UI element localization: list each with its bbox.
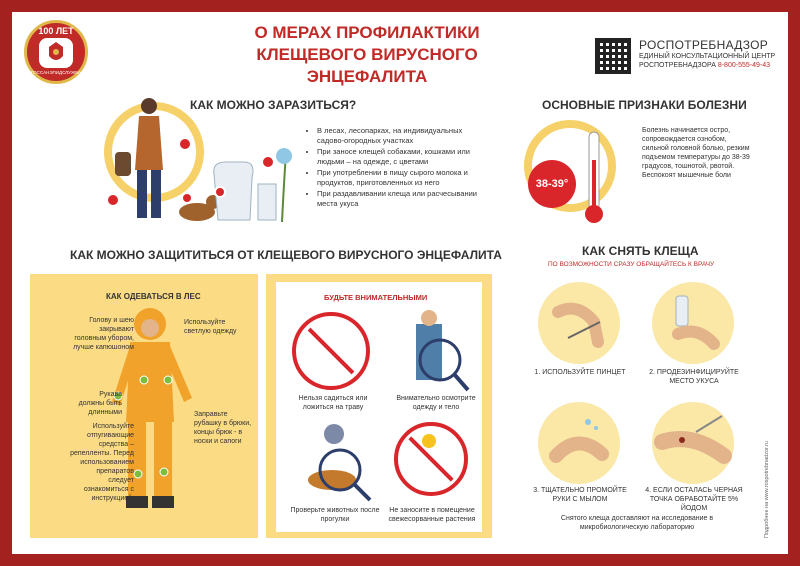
infection-item: • При раздавливании клеща или расчесывании места укуса xyxy=(317,189,483,208)
poster xyxy=(12,12,788,554)
org-name: РОСПОТРЕБНАДЗОР xyxy=(639,38,769,52)
step-wash-hands-icon xyxy=(538,402,620,484)
dress-light-text: Используйте светлую одежду xyxy=(184,319,237,335)
step-1-text: 1. ИСПОЛЬЗУЙТЕ ПИНЦЕТ xyxy=(534,369,626,376)
check-pets-magnifier-icon xyxy=(302,420,378,504)
careful-heading: БУДЬТЕ ВНИМАТЕЛЬНЫМИ xyxy=(324,293,428,302)
title-line-2: КЛЕЩЕВОГО ВИРУСНОГО ЭНЦЕФАЛИТА xyxy=(256,45,478,86)
no-fresh-plants-icon xyxy=(394,422,468,496)
inspect-clothes-magnifier-icon xyxy=(396,308,476,394)
careful-pets-text: Проверьте животных после прогулки xyxy=(290,507,380,523)
remove-subheading: ПО ВОЗМОЖНОСТИ СРАЗУ ОБРАЩАЙТЕСЬ К ВРАЧУ xyxy=(548,261,715,268)
title-line-1: О МЕРАХ ПРОФИЛАКТИКИ xyxy=(254,23,480,42)
poster-title xyxy=(202,22,532,88)
thermometer-icon xyxy=(582,130,606,226)
dress-repellent-text: Используйте отпугивающие средства – репелленты. Перед использованием препаратов следует ознакомиться с инструкцией. xyxy=(70,423,134,502)
remove-footer: Снятого клеща доставляют на исследование в микробиологическую лабораторию xyxy=(560,515,714,531)
infection-heading: КАК МОЖНО ЗАРАЗИТЬСЯ? xyxy=(190,98,357,112)
step-iodine-icon xyxy=(652,402,734,484)
protect-heading: КАК МОЖНО ЗАЩИТИТЬСЯ ОТ КЛЕЩЕВОГО ВИРУСНОГО ЭНЦЕФАЛИТА xyxy=(70,248,502,262)
dress-sleeves-text: Рукава должны быть длинными xyxy=(78,391,122,416)
infection-item: • В лесах, лесопарках, на индивидуальных садово-огородных участках xyxy=(317,126,483,145)
no-sitting-grass-icon xyxy=(292,312,370,390)
logo-subtext: ГОССАНЭПИДСЛУЖБА xyxy=(30,70,81,75)
org-line-1: ЕДИНЫЙ КОНСУЛЬТАЦИОННЫЙ ЦЕНТР xyxy=(639,53,776,60)
remove-heading: КАК СНЯТЬ КЛЕЩА xyxy=(582,244,699,258)
infection-item: • При употреблении в пищу сырого молока и продуктов, приготовленных из него xyxy=(317,168,483,187)
dress-tuck-text: Заправьте рубашку в брюки, концы брюк - в носки и сапоги xyxy=(194,411,252,445)
step-2-text: 2. ПРОДЕЗИНФИЦИРУЙТЕ МЕСТО УКУСА xyxy=(649,369,739,385)
step-3-text: 3. ТЩАТЕЛЬНО ПРОМОЙТЕ РУКИ С МЫЛОМ xyxy=(533,487,627,503)
infection-item: • При заносе клещей собаками, кошками или людьми – на одежде, с цветами xyxy=(317,147,483,166)
emblem-icon xyxy=(39,38,73,68)
dress-head-text: Голову и шею закрывают головным убором, лучше капюшоном xyxy=(73,317,134,351)
infection-list xyxy=(308,126,483,210)
org-phone[interactable]: 8-800-555-49-43 xyxy=(717,62,770,69)
org-line-2: РОСПОТРЕБНАДЗОРА xyxy=(639,62,716,69)
milk-and-flower-illustration xyxy=(204,132,304,228)
symptoms-text: Болезнь начинается остро, сопровождается ознобом, сильной головной болью, резким подъемом температуры до 38-39 градусов, тошнотой, рвотой. Беспокоят мышечные боли xyxy=(642,127,750,179)
careful-inspect-text: Внимательно осмотрите одежду и тело xyxy=(396,395,476,411)
anniversary-logo xyxy=(24,20,88,84)
qr-code-icon[interactable] xyxy=(595,38,631,74)
side-note[interactable]: Подробнее на www.rospotrebnadzor.ru xyxy=(764,441,770,538)
careful-plants-text: Не заносите в помещение свежесорванные растения xyxy=(388,507,476,523)
step-disinfect-icon xyxy=(652,282,734,364)
dress-heading: КАК ОДЕВАТЬСЯ В ЛЕС xyxy=(106,292,201,301)
side-note-wrap xyxy=(764,420,774,540)
step-tweezers-icon xyxy=(538,282,620,364)
org-block xyxy=(639,38,775,70)
step-4-text: 4. ЕСЛИ ОСТАЛАСЬ ЧЕРНАЯ ТОЧКА ОБРАБОТАЙТЕ 5% ЙОДОМ xyxy=(645,487,743,512)
careful-sit-text: Нельзя садиться или ложиться на траву xyxy=(298,395,368,411)
symptoms-heading: ОСНОВНЫЕ ПРИЗНАКИ БОЛЕЗНИ xyxy=(542,98,747,112)
logo-text: 100 ЛЕТ xyxy=(38,26,74,36)
temperature-badge: 38-39° xyxy=(528,160,576,208)
